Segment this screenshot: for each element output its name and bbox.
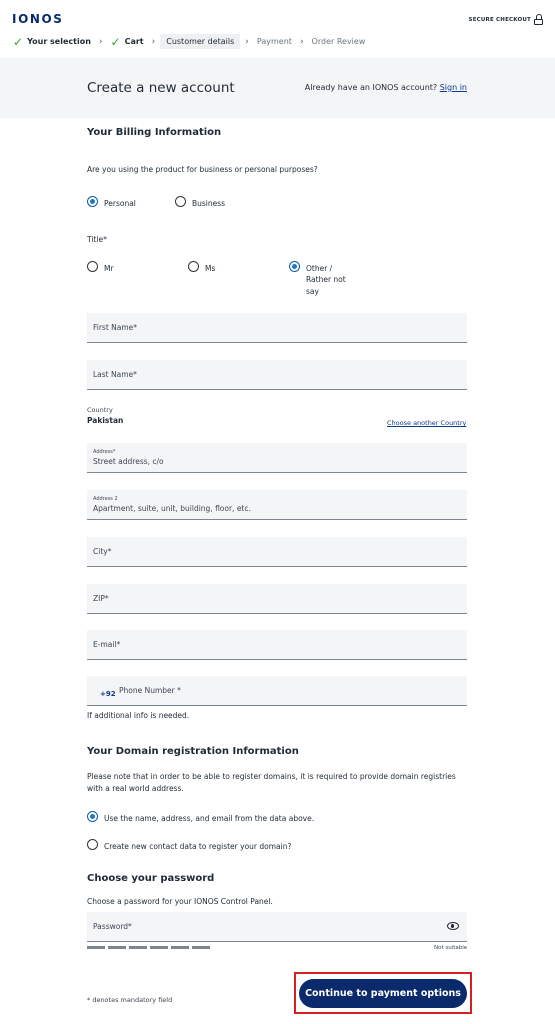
radio-personal[interactable]: Personal <box>87 196 136 209</box>
step-customer-details: Customer details <box>160 34 240 49</box>
secure-checkout <box>469 14 543 25</box>
radio-empty-icon <box>175 196 186 207</box>
radio-empty-icon <box>188 261 199 272</box>
chevron-right-icon: › <box>98 36 103 47</box>
password-strength-bar <box>87 946 210 949</box>
radio-empty-icon <box>87 261 98 272</box>
address-input[interactable]: Address* Street address, c/o <box>87 443 467 473</box>
country-code: +92 <box>100 690 116 698</box>
ionos-logo[interactable]: IONOS <box>12 12 64 26</box>
checkout-steps <box>10 34 368 49</box>
secure-checkout-label: SECURE CHECKOUT <box>468 16 531 23</box>
check-icon: ✓ <box>13 34 24 49</box>
chevron-right-icon: › <box>299 36 304 47</box>
radio-empty-icon <box>87 839 98 850</box>
billing-heading: Your Billing Information <box>87 127 222 138</box>
chevron-right-icon: › <box>245 36 249 47</box>
password-input[interactable]: Password* <box>87 912 467 942</box>
radio-use-same-data[interactable]: Use the name, address, and email from the data above. <box>87 811 314 824</box>
radio-new-contact[interactable]: Create new contact data to register your domain? <box>87 839 291 852</box>
step-cart[interactable]: ✓ Cart <box>110 34 144 49</box>
radio-other[interactable]: Other / Rather not say <box>289 261 346 297</box>
zip-input[interactable]: ZIP* <box>87 584 467 614</box>
title-label: Title* <box>87 235 107 244</box>
domain-note-line-1: Please note that in order to be able to register domains, it is required to provide domain registries <box>87 772 456 781</box>
radio-business[interactable]: Business <box>175 196 225 209</box>
radio-ms[interactable]: Ms <box>188 261 215 274</box>
eye-icon[interactable] <box>447 922 459 930</box>
radio-selected-icon <box>87 811 98 822</box>
choose-country-link[interactable]: Choose another Country <box>387 419 467 427</box>
address2-input[interactable]: Address 2 Apartment, suite, unit, building, floor, etc. <box>87 490 467 520</box>
password-strength-label: Not suitable <box>434 945 468 951</box>
step-order-review: Order Review <box>311 37 366 46</box>
last-name-input[interactable]: Last Name* <box>87 360 467 390</box>
account-banner <box>0 58 555 118</box>
page-title: Create a new account <box>87 80 235 96</box>
lock-icon <box>534 14 543 25</box>
radio-selected-icon <box>289 261 300 272</box>
chevron-right-icon: › <box>151 36 156 47</box>
password-heading: Choose your password <box>87 873 215 884</box>
radio-selected-icon <box>87 196 98 207</box>
top-bar <box>0 0 555 58</box>
domain-note-line-2: with a real world address. <box>87 784 184 793</box>
purpose-question: Are you using the product for business or personal purposes? <box>87 165 318 174</box>
check-icon: ✓ <box>110 34 121 49</box>
country-label: Country <box>87 406 113 414</box>
continue-button[interactable]: Continue to payment options <box>299 979 467 1008</box>
mandatory-note: * denotes mandatory field <box>87 996 173 1004</box>
domain-heading: Your Domain registration Information <box>87 746 299 757</box>
password-note: Choose a password for your IONOS Control Panel. <box>87 897 273 906</box>
country-value: Pakistan <box>87 416 124 425</box>
step-payment: Payment <box>256 37 292 46</box>
phone-input[interactable]: +92 Phone Number * <box>87 676 467 706</box>
email-input[interactable]: E-mail* <box>87 630 467 660</box>
city-input[interactable]: City* <box>87 537 467 567</box>
step-your-selection[interactable]: ✓ Your selection <box>13 34 91 49</box>
phone-hint: If additional info is needed. <box>87 711 190 720</box>
sign-in-prompt: Already have an IONOS account? Sign in <box>304 83 467 92</box>
radio-mr[interactable]: Mr <box>87 261 114 274</box>
sign-in-link[interactable]: Sign in <box>439 83 467 92</box>
first-name-input[interactable]: First Name* <box>87 313 467 343</box>
